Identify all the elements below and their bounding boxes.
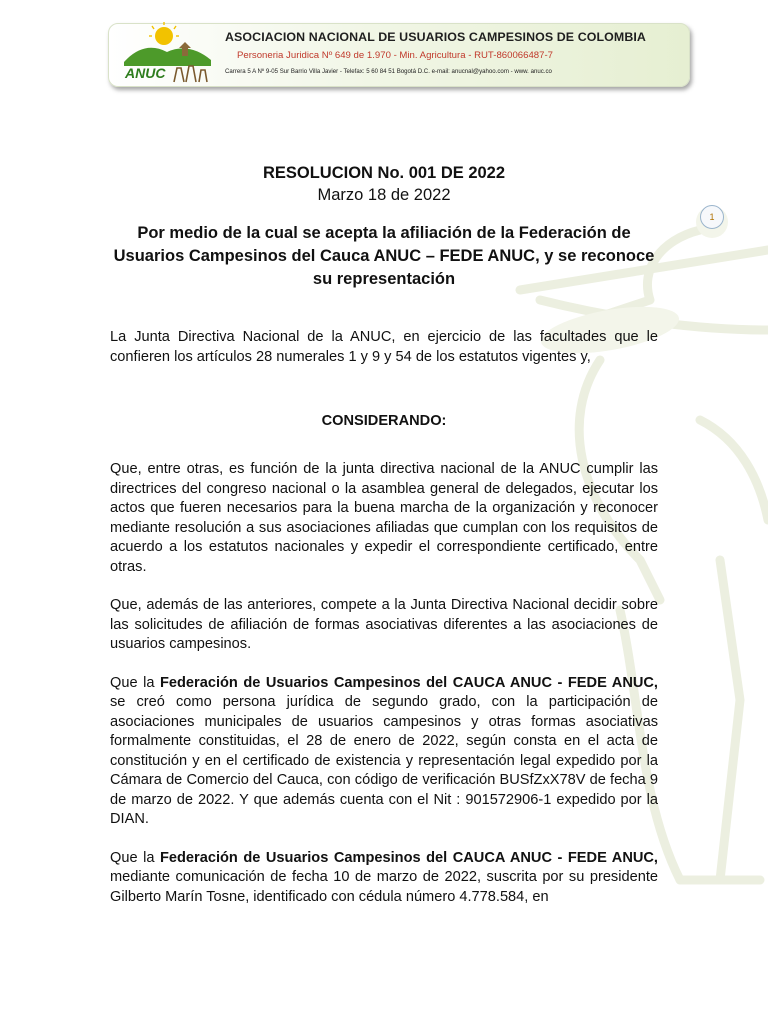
considerando-paragraph-4 bbox=[110, 849, 658, 908]
considerando-paragraph-2: Que, además de las anteriores, compete a la Junta Directiva Nacional decidir sobre las solicitudes de afiliación de formas asociativas diferentes a las asociaciones de usuarios campesinos. bbox=[110, 597, 658, 652]
para4-federation-name: Federación de Usuarios Campesinos del CAUCA ANUC - FEDE ANUC, bbox=[159, 849, 658, 866]
logo-text: ANUC bbox=[125, 65, 166, 81]
para3-text: se creó como persona jurídica de segundo grado, con la participación de asociaciones municipales de usuarios campesinos y otras formas asociativas formalmente constituidas, el 28 de enero de 2022, según consta en el acta de constitución y en el certificado de existencia y representación legal expedido por la Cámara de Comercio del Cauca, con código de verificación BUSfZxX78V de fecha 9 de marzo de 2022. Y que además cuenta con el Nit : 901572906-1 expedido por la DIAN. bbox=[110, 694, 658, 827]
resolution-body bbox=[110, 162, 658, 907]
considerando-heading: CONSIDERANDO: bbox=[321, 413, 447, 429]
resolution-date: Marzo 18 de 2022 bbox=[317, 186, 451, 204]
considerando-paragraph-1: Que, entre otras, es función de la junta directiva nacional de la ANUC cumplir las directrices del congreso nacional o la asamblea general de delegados, ejecutar los actos que fueren necesarios para la buena marcha de la organización y reconocer mediante resolución a sus asociaciones afiliadas que cumplan con los requisitos de acuerdo a los estatutos nacionales y expedir el correspondiente certificado, entre otras. bbox=[110, 461, 658, 575]
letterhead bbox=[108, 23, 690, 87]
para3-federation-name: Federación de Usuarios Campesinos del CAUCA ANUC - FEDE ANUC, bbox=[159, 674, 658, 691]
considerando-paragraph-3 bbox=[110, 674, 658, 830]
resolution-subject: Por medio de la cual se acepta la afiliación de la Federación de Usuarios Campesinos del Cauca ANUC – FEDE ANUC, y se reconoce su representación bbox=[113, 224, 655, 288]
organization-legal-info: Personeria Juridica Nº 649 de 1.970 - Min. Agricultura - RUT-860066487-7 bbox=[237, 50, 553, 61]
resolution-title: RESOLUCION No. 001 DE 2022 bbox=[262, 164, 506, 182]
organization-name: ASOCIACION NACIONAL DE USUARIOS CAMPESINOS DE COLOMBIA bbox=[225, 30, 646, 44]
intro-paragraph: La Junta Directiva Nacional de la ANUC, en ejercicio de las facultades que le confieren los artículos 28 numerales 1 y 9 y 54 de los estatutos vigentes y, bbox=[110, 329, 658, 365]
para4-text: mediante comunicación de fecha 10 de marzo de 2022, suscrita por su presidente Gilberto Marín Tosne, identificado con cédula número 4.778.584, en bbox=[110, 869, 658, 905]
para3-lead: Que la bbox=[110, 674, 160, 691]
page-number-marker: 1 bbox=[700, 205, 724, 229]
anuc-logo bbox=[119, 22, 219, 84]
organization-address: Carrera 5 A Nº 9-05 Sur Barrio Villa Javier - Telefax: 5 60 84 51 Bogotá D.C. e-mail: anucnal@yahoo.com - www. anuc.co bbox=[225, 68, 552, 75]
para4-lead: Que la bbox=[110, 849, 160, 866]
